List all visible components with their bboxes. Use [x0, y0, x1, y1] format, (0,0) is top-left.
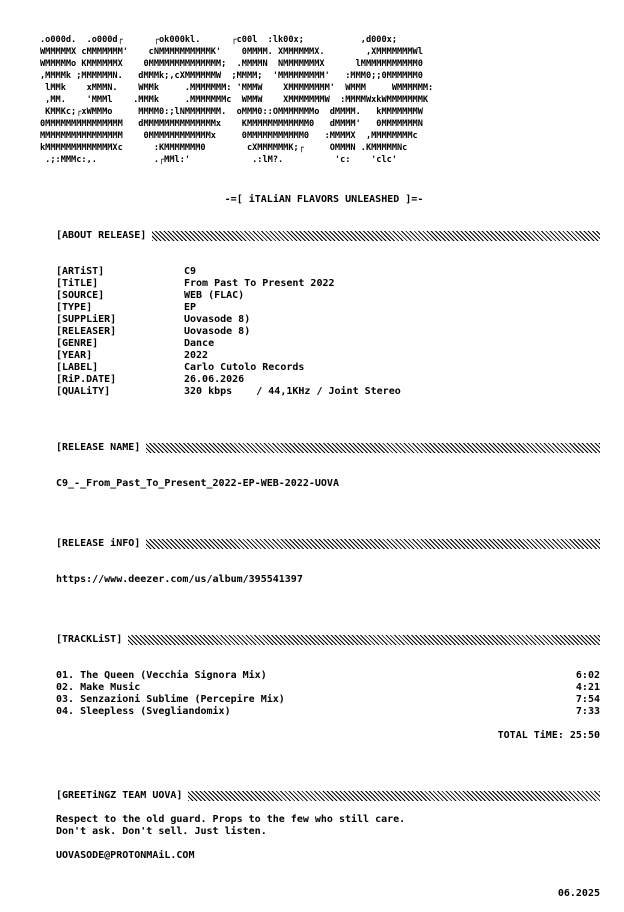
field-value: Dance [184, 338, 215, 349]
hatched-divider [146, 443, 600, 453]
field-value: 26.06.2026 [184, 374, 245, 385]
field-key: [RELEASER] [56, 326, 117, 337]
field-value: C9 [184, 266, 197, 277]
field-key: [SOURCE] [56, 290, 105, 301]
ascii-logo: .o000d. .o000d┌ ┌ok000kl. ┌c00l :lk00x; ,d000x; WMMMMMX cMMMMMMM' cNMMMMMMMMMMK' 0MMMM. XMMMMMMX. ,XMMMMMMMWl WMMMMMo KMMMMMMX 0MMMMMMMMMMMMMM; .MMMMN NMMMMMMMX lMMMMMMMMMMM0 ,MMMMk ;MMMMMMN. dMMMk;,cXMMMMMMW ;MMMM; 'MMMMMMMMM' :MMM0;;0MMMMMM0 lMMk xMMMN. WMMk .MMMMMMM: 'MMMW XMMMMMMMM' WMMM WMMMMMM: ,MM. 'MMMl .MMMk .MMMMMMMc WMMW XMMMMMMMW :MMMMWxkWMMMMMMMK KMMKc;┌xWMMMo MMMM0:;lNMMMMMMM. oMMM0::OMMMMMMMo dMMMM. kMMMMMMMW 0MMMMMMMMMMMMMMM dMMMMMMMMMMMMMMx KMMMMMMMMMMMM0 dMMMM' 0MMMMMMMN MMMMMMMMMMMMMMMM 0MMMMMMMMMMMMx 0MMMMMMMMMMM0 :MMMMX ,MMMMMMMMc kMMMMMMMMMMMMMXc :KMMMMMMM0 cXMMMMMMK;┌ OMMMN .KMMMMMNc .;:MMMc:,. .┌MMl:' .:lM?. 'c: 'clc' [40, 35, 434, 165]
field-key: [LABEL] [56, 362, 99, 373]
field-year [56, 350, 600, 362]
field-supplier [56, 314, 600, 326]
tagline: -=[ iTALiAN FLAVORS UNLEASHED ]=- [224, 194, 424, 205]
field-key: [YEAR] [56, 350, 93, 361]
tracklist-section [56, 634, 600, 742]
field-key: [TiTLE] [56, 278, 99, 289]
track-row [56, 682, 600, 694]
field-rip-date [56, 374, 600, 386]
footer-date: 06.2025 [557, 888, 600, 899]
about-release-section [56, 230, 600, 398]
track-title: 04. Sleepless (Svegliandomix) [56, 706, 231, 717]
track-row [56, 670, 600, 682]
field-value: Uovasode 8) [184, 326, 251, 337]
track-list [56, 670, 600, 718]
hatched-divider [128, 635, 600, 645]
hatched-divider [188, 791, 600, 801]
greetings-text [56, 814, 600, 838]
field-key: [TYPE] [56, 302, 93, 313]
field-value: From Past To Present 2022 [184, 278, 335, 289]
field-source [56, 290, 600, 302]
field-value: Uovasode 8) [184, 314, 251, 325]
track-time: 4:21 [575, 682, 600, 693]
field-releaser [56, 326, 600, 338]
track-time: 6:02 [575, 670, 600, 681]
section-heading: [RELEASE NAME] [56, 442, 141, 453]
release-info-header [56, 538, 600, 550]
field-label [56, 362, 600, 374]
section-heading: [ABOUT RELEASE] [56, 230, 147, 241]
release-name-section [56, 442, 600, 490]
hatched-divider [152, 231, 600, 241]
track-title: 01. The Queen (Vecchia Signora Mix) [56, 670, 267, 681]
track-title: 03. Senzazioni Sublime (Percepire Mix) [56, 694, 285, 705]
release-info-url: https://www.deezer.com/us/album/395541397 [56, 574, 303, 585]
field-genre [56, 338, 600, 350]
field-value: 2022 [184, 350, 209, 361]
greetings-header [56, 790, 600, 802]
track-time: 7:33 [575, 706, 600, 717]
about-release-header [56, 230, 600, 242]
total-time: TOTAL TiME: 25:50 [497, 730, 600, 741]
greetings-section [56, 790, 600, 862]
field-artist [56, 266, 600, 278]
release-fields [56, 266, 600, 398]
field-value: WEB (FLAC) [184, 290, 245, 301]
greeting-line: Don't ask. Don't sell. Just listen. [56, 826, 267, 837]
tracklist-header [56, 634, 600, 646]
greeting-line: Respect to the old guard. Props to the few who still care. [56, 814, 406, 825]
field-quality [56, 386, 600, 398]
field-key: [ARTiST] [56, 266, 105, 277]
hatched-divider [146, 539, 600, 549]
nfo-document [40, 34, 608, 862]
contact-email: UOVASODE@PROTONMAiL.COM [56, 850, 195, 861]
track-row [56, 706, 600, 718]
field-value: Carlo Cutolo Records [184, 362, 305, 373]
track-row [56, 694, 600, 706]
track-title: 02. Make Music [56, 682, 141, 693]
track-time: 7:54 [575, 694, 600, 705]
field-key: [GENRE] [56, 338, 99, 349]
field-key: [QUALiTY] [56, 386, 111, 397]
field-value: 320 kbps / 44,1KHz / Joint Stereo [184, 386, 401, 397]
section-heading: [TRACKLiST] [56, 634, 123, 645]
field-value: EP [184, 302, 197, 313]
field-key: [SUPPLiER] [56, 314, 117, 325]
field-key: [RiP.DATE] [56, 374, 117, 385]
release-name-header [56, 442, 600, 454]
section-heading: [RELEASE iNFO] [56, 538, 141, 549]
section-heading: [GREETiNGZ TEAM UOVA] [56, 790, 183, 801]
release-name-value: C9_-_From_Past_To_Present_2022-EP-WEB-2022-UOVA [56, 478, 339, 489]
field-title [56, 278, 600, 290]
release-info-section [56, 538, 600, 586]
field-type [56, 302, 600, 314]
